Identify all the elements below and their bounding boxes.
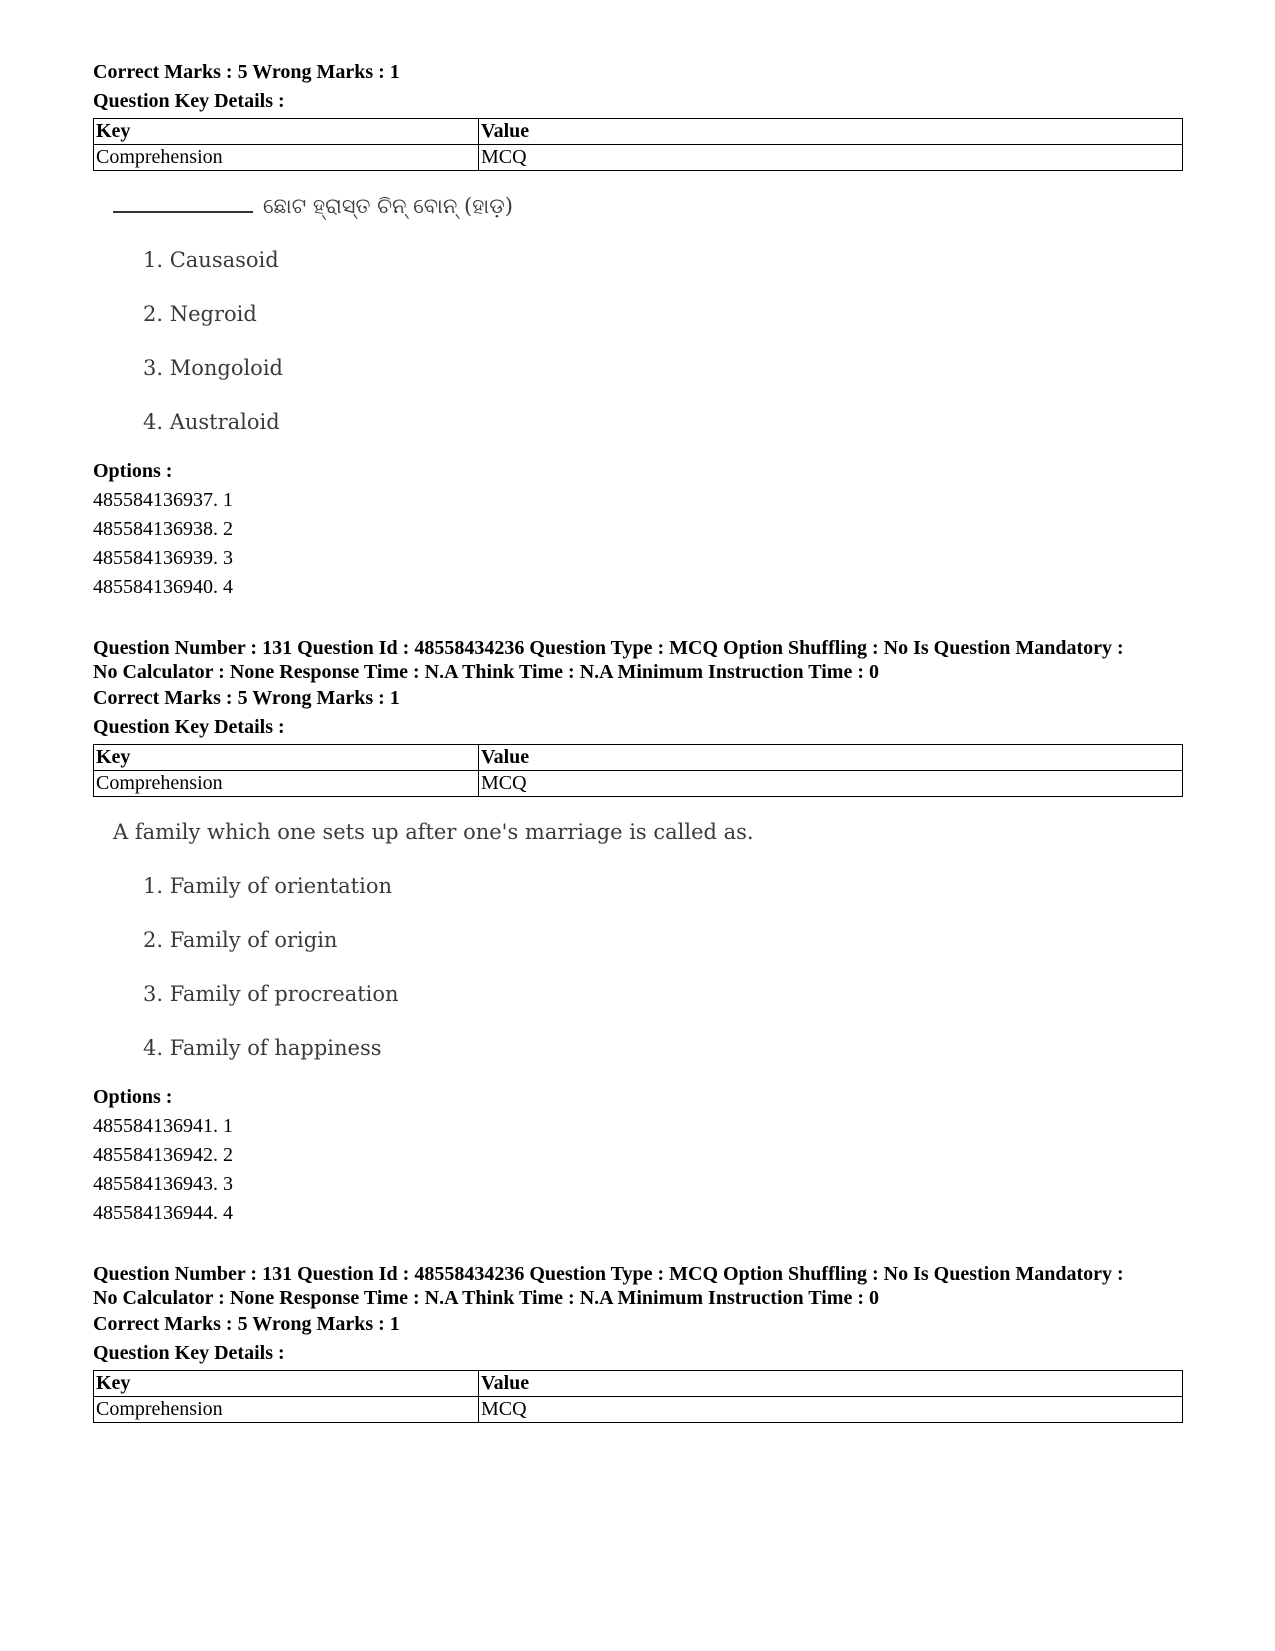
question-block-2: [93, 636, 1183, 1228]
key-details-title: Question Key Details :: [93, 716, 285, 738]
choice-2: 2. Negroid: [143, 302, 257, 326]
table-header-row: [94, 119, 1183, 145]
cell-key: Comprehension: [94, 1397, 479, 1423]
choice-1: 1. Causasoid: [143, 248, 279, 272]
question-header-line-1: Question Number : 131 Question Id : 48558434236 Question Type : MCQ Option Shuffling : No Is Question Mandatory :: [93, 637, 1124, 659]
choice-2: 2. Family of origin: [143, 928, 338, 952]
cell-key: Comprehension: [94, 145, 479, 171]
option-3: 485584136943. 3: [93, 1173, 233, 1195]
choice-3: 3. Mongoloid: [143, 356, 283, 380]
choice-4: 4. Family of happiness: [143, 1036, 382, 1060]
key-details-table: [93, 118, 1183, 171]
question-stem: [93, 179, 1183, 233]
marks-line: Correct Marks : 5 Wrong Marks : 1: [93, 687, 400, 709]
key-details-table: [93, 744, 1183, 797]
key-details-title: Question Key Details :: [93, 1342, 285, 1364]
question-header-line-1: Question Number : 131 Question Id : 48558434236 Question Type : MCQ Option Shuffling : No Is Question Mandatory :: [93, 1263, 1124, 1285]
document-page: [93, 58, 1183, 1423]
option-4: 485584136940. 4: [93, 576, 233, 598]
header-key: Key: [94, 745, 479, 771]
marks-line: Correct Marks : 5 Wrong Marks : 1: [93, 1313, 400, 1335]
options-title: Options :: [93, 1086, 173, 1108]
key-details-title: Question Key Details :: [93, 90, 285, 112]
question-block-3: [93, 1262, 1183, 1423]
option-4: 485584136944. 4: [93, 1202, 233, 1224]
question-stem-text: ଛୋଟ ହ୍ରାସ୍ତ ଚିନ୍ ବୋନ୍ (ହାଡ଼): [263, 194, 513, 218]
option-3: 485584136939. 3: [93, 547, 233, 569]
question-header-line-2: No Calculator : None Response Time : N.A Think Time : N.A Minimum Instruction Time : 0: [93, 661, 879, 683]
question-header-line-2: No Calculator : None Response Time : N.A Think Time : N.A Minimum Instruction Time : 0: [93, 1287, 879, 1309]
option-1: 485584136937. 1: [93, 489, 233, 511]
table-row: [94, 145, 1183, 171]
table-header-row: [94, 745, 1183, 771]
header-value: Value: [479, 119, 1183, 145]
table-row: [94, 1397, 1183, 1423]
option-2: 485584136942. 2: [93, 1144, 233, 1166]
question-block-1: [93, 58, 1183, 602]
choice-3: 3. Family of procreation: [143, 982, 399, 1006]
header-key: Key: [94, 1371, 479, 1397]
key-details-table: [93, 1370, 1183, 1423]
options-title: Options :: [93, 460, 173, 482]
question-stem: A family which one sets up after one's marriage is called as.: [113, 820, 754, 844]
header-value: Value: [479, 1371, 1183, 1397]
header-key: Key: [94, 119, 479, 145]
cell-value: MCQ: [479, 145, 1183, 171]
marks-line: Correct Marks : 5 Wrong Marks : 1: [93, 61, 400, 83]
cell-key: Comprehension: [94, 771, 479, 797]
choice-4: 4. Australoid: [143, 410, 280, 434]
cell-value: MCQ: [479, 1397, 1183, 1423]
option-1: 485584136941. 1: [93, 1115, 233, 1137]
cell-value: MCQ: [479, 771, 1183, 797]
table-header-row: [94, 1371, 1183, 1397]
option-2: 485584136938. 2: [93, 518, 233, 540]
fill-blank-line: [113, 191, 253, 213]
table-row: [94, 771, 1183, 797]
header-value: Value: [479, 745, 1183, 771]
choice-1: 1. Family of orientation: [143, 874, 392, 898]
